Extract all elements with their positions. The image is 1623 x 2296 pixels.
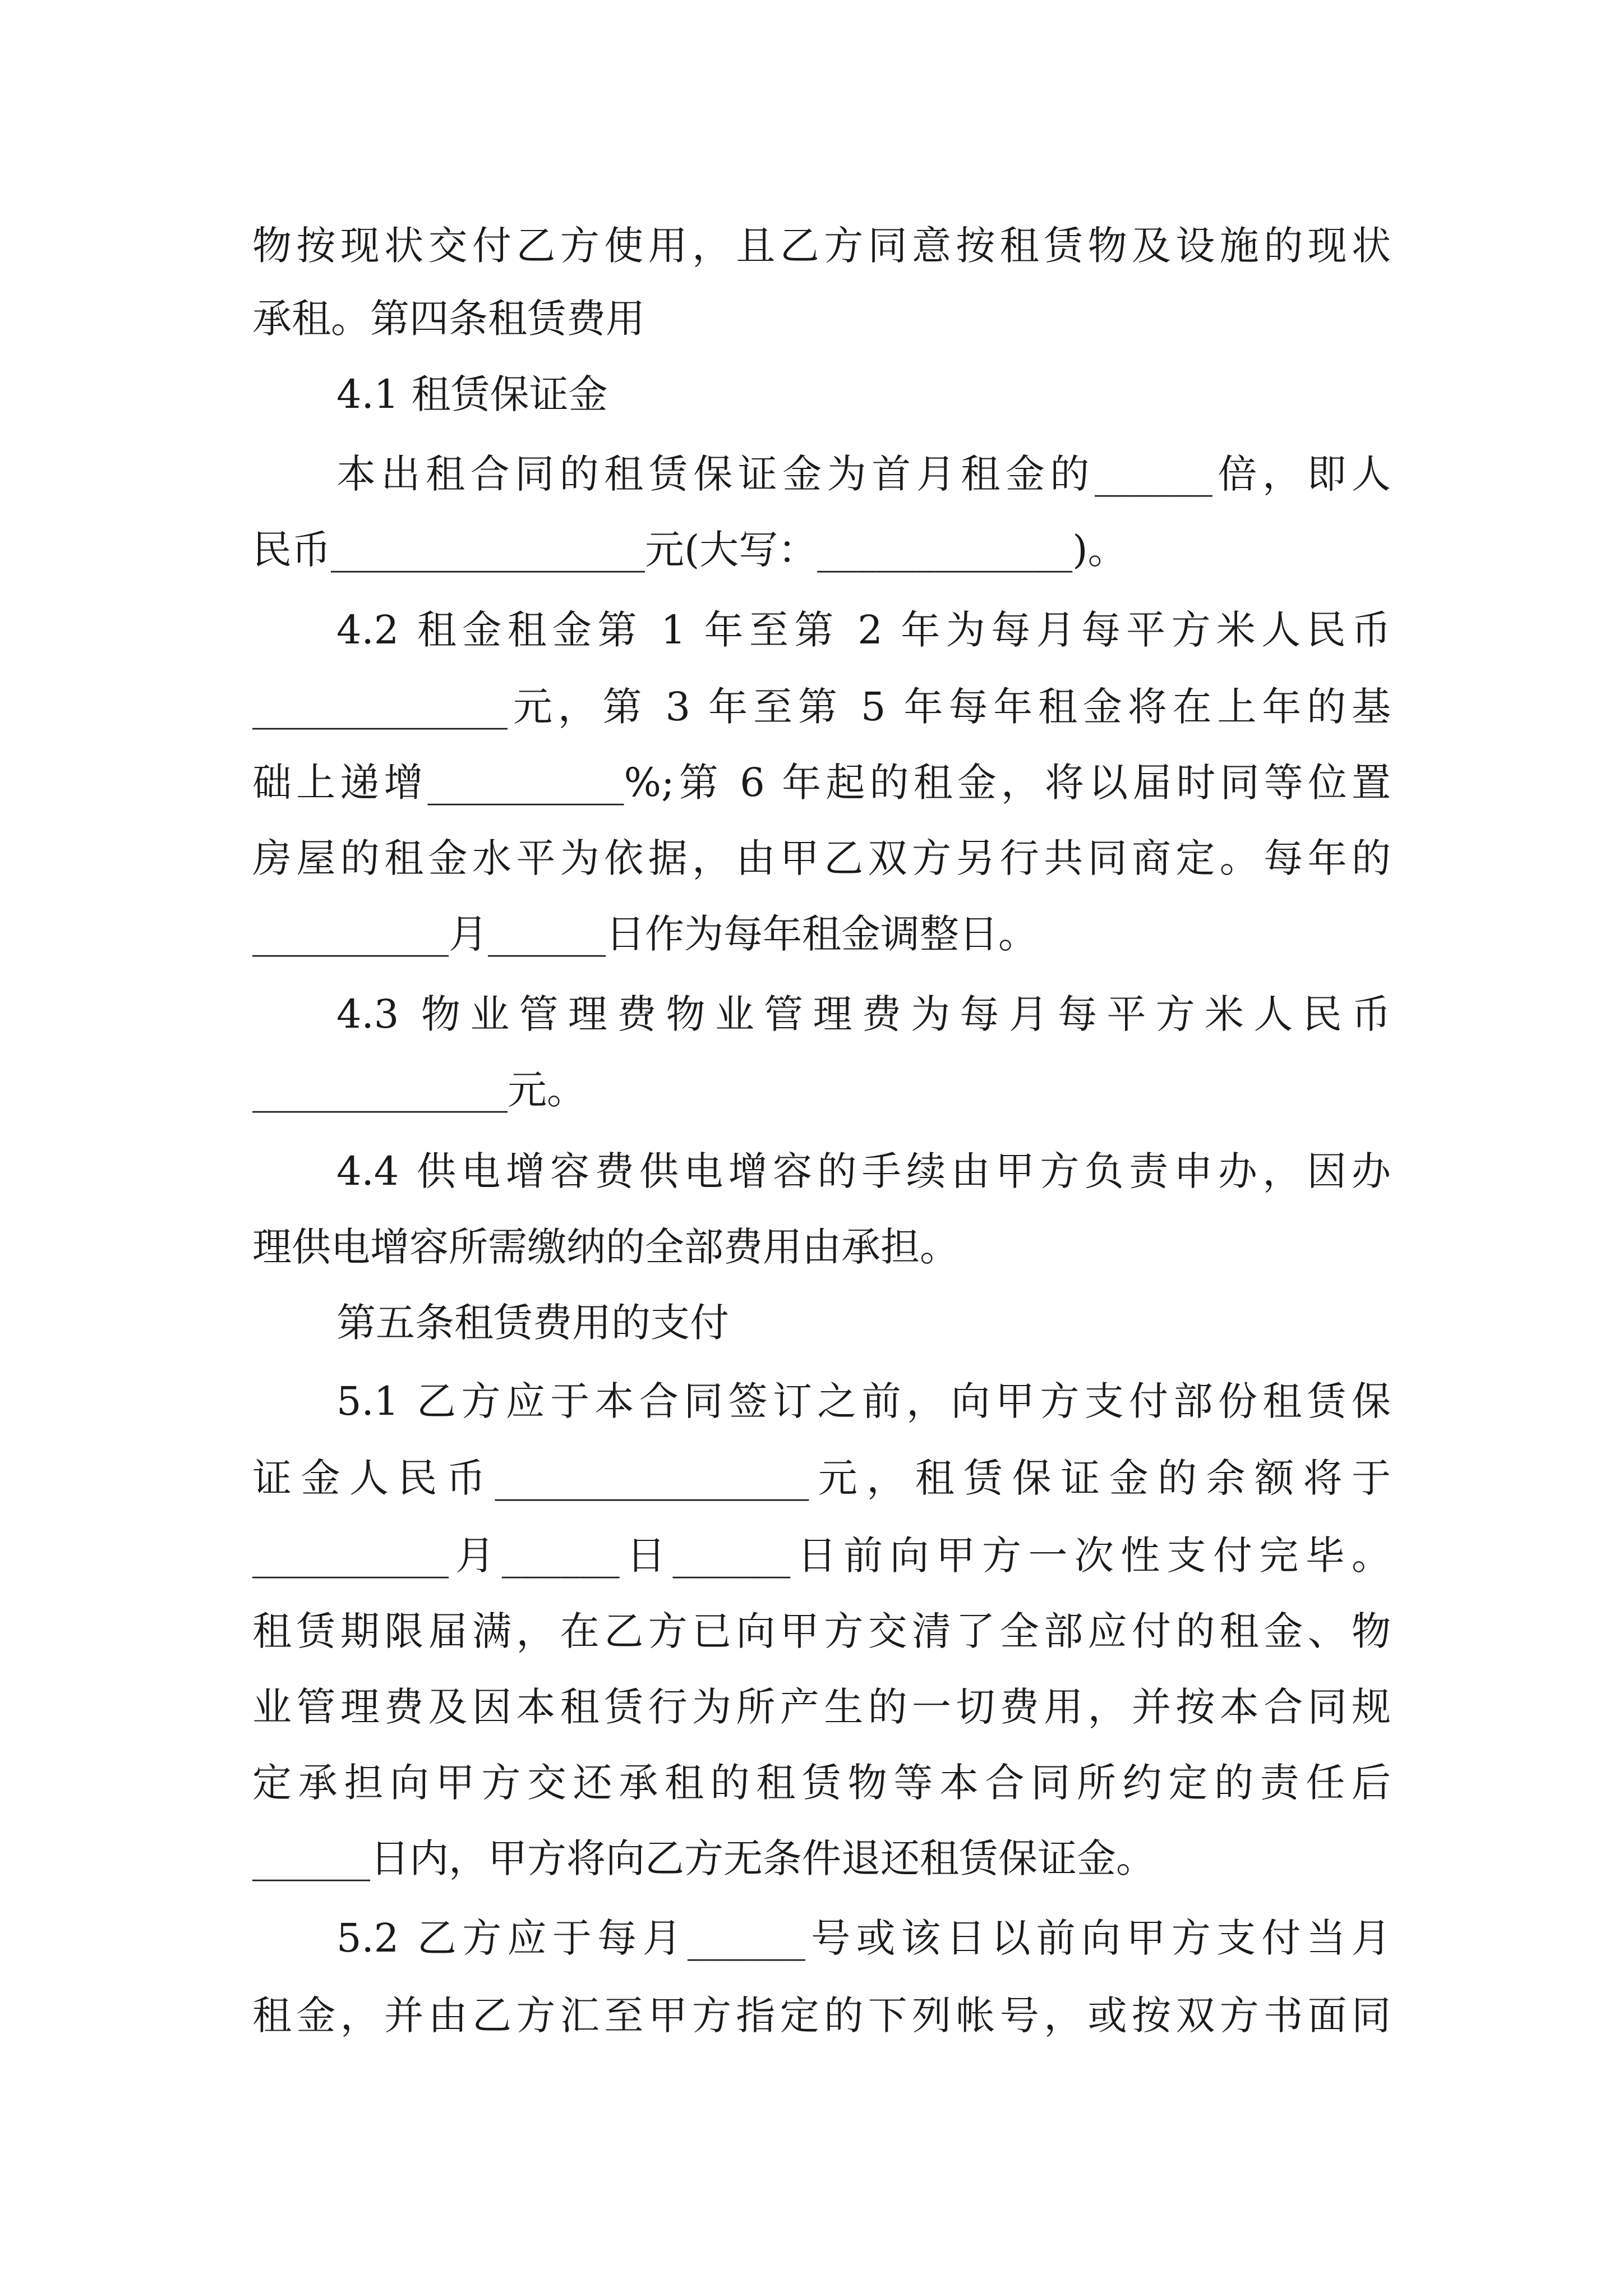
text-line: __________月______日作为每年租金调整日。: [252, 911, 1038, 957]
text-line: 4.3 物业管理费物业管理费为每月每平方米人民币: [336, 991, 1391, 1037]
text-line: 理供电增容所需缴纳的全部费用由承担。: [252, 1224, 959, 1270]
text-line: 5.1 乙方应于本合同签订之前，向甲方支付部份租赁保: [336, 1378, 1391, 1424]
text-line: 础上递增__________%;第 6 年起的租金，将以届时同等位置: [252, 760, 1391, 806]
text-line: 4.2 租金租金第 1 年至第 2 年为每月每平方米人民币: [336, 607, 1391, 653]
text-line: 5.2 乙方应于每月______号或该日以前向甲方支付当月: [336, 1915, 1391, 1961]
text-line: 物按现状交付乙方使用，且乙方同意按租赁物及设施的现状: [252, 223, 1391, 269]
text-line: 租赁期限届满，在乙方已向甲方交清了全部应付的租金、物: [252, 1608, 1391, 1654]
text-line: __________月______日______日前向甲方一次性支付完毕。: [252, 1533, 1391, 1579]
text-line: 房屋的租金水平为依据，由甲乙双方另行共同商定。每年的: [252, 835, 1391, 881]
text-line: 定承担向甲方交还承租的租赁物等本合同所约定的责任后: [252, 1760, 1391, 1806]
text-line: 本出租合同的租赁保证金为首月租金的______倍，即人: [336, 451, 1391, 497]
text-line: 租金，并由乙方汇至甲方指定的下列帐号，或按双方书面同: [252, 1993, 1391, 2039]
text-line: 业管理费及因本租赁行为所产生的一切费用，并按本合同规: [252, 1684, 1391, 1730]
text-line: 第五条租赁费用的支付: [336, 1300, 729, 1346]
text-line: 民币________________元(大写：_____________)。: [252, 527, 1127, 573]
text-line: 承租。第四条租赁费用: [252, 296, 645, 342]
text-line: 证金人民币________________元，租赁保证金的余额将于: [252, 1455, 1391, 1501]
text-line: 4.4 供电增容费供电增容的手续由甲方负责申办，因办: [336, 1148, 1391, 1194]
text-line: _____________元，第 3 年至第 5 年每年租金将在上年的基: [252, 684, 1391, 730]
text-line: _____________元。: [252, 1067, 586, 1113]
text-line: ______日内，甲方将向乙方无条件退还租赁保证金。: [252, 1835, 1155, 1881]
text-line: 4.1 租赁保证金: [336, 371, 608, 417]
